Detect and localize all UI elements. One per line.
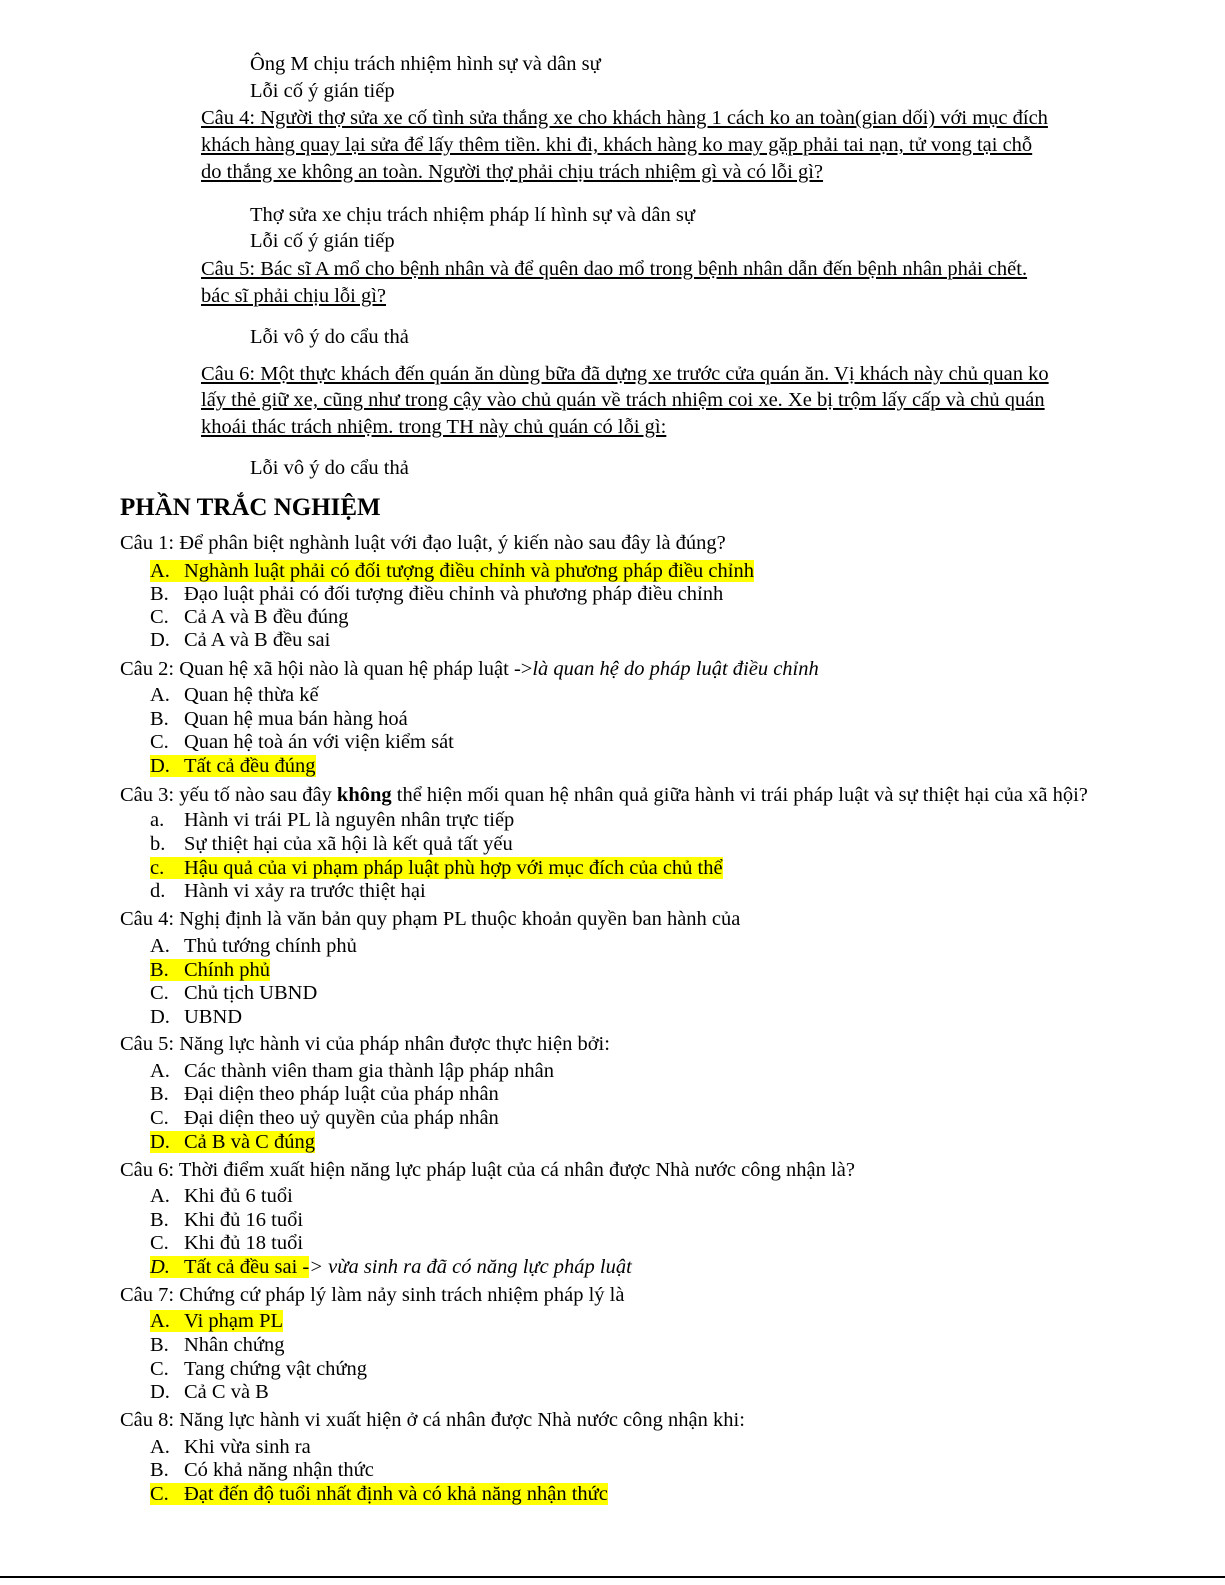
mcq-question-8: Câu 8: Năng lực hành vi xuất hiện ở cá nhân được Nhà nước công nhận khi: [120,1409,745,1431]
mcq-2-option-d: D. Tất cả đều đúng [150,755,316,777]
mcq-4-option-b: B. Chính phủ [150,959,270,981]
mcq-3-option-d: d. Hành vi xảy ra trước thiệt hại [150,880,426,902]
mcq-2-option-c: C. Quan hệ toà án với viện kiểm sát [150,731,454,753]
mcq-6-option-c: C. Khi đủ 18 tuổi [150,1232,304,1254]
mcq-1-option-c: C. Cả A và B đều đúng [150,606,349,628]
mcq-5-option-a: A. Các thành viên tham gia thành lập pháp nhân [150,1060,555,1082]
answer-4-line-1: Thợ sửa xe chịu trách nhiệm pháp lí hình sự và dân sự [250,204,695,226]
mcq-question-6: Câu 6: Thời điểm xuất hiện năng lực pháp luật của cá nhân được Nhà nước công nhận là? [120,1159,855,1181]
mcq-2-option-a: A. Quan hệ thừa kế [150,684,319,706]
mcq-6-option-b: B. Khi đủ 16 tuổi [150,1209,304,1231]
mcq-1-option-a: A. Nghành luật phải có đối tượng điều chỉnh và phương pháp điều chỉnh [150,560,754,582]
mcq-question-7: Câu 7: Chứng cứ pháp lý làm nảy sinh trách nhiệm pháp lý là [120,1284,625,1306]
mcq-7-option-d: D. Cả C và B [150,1381,269,1403]
mcq-7-option-a: A. Vi phạm PL [150,1310,283,1332]
mcq-2-option-b: B. Quan hệ mua bán hàng hoá [150,708,408,730]
answer-5: Lỗi vô ý do cẩu thả [250,326,409,348]
mcq-3-option-a: a. Hành vi trái PL là nguyên nhân trực tiếp [150,809,515,831]
essay-question-4-line-1: Câu 4: Người thợ sửa xe cố tình sửa thắng xe cho khách hàng 1 cách ko an toàn(gian dối) với mục đích [201,107,1048,129]
mcq-question-2: Câu 2: Quan hệ xã hội nào là quan hệ pháp luật ->là quan hệ do pháp luật điều chỉnh [120,658,819,680]
mcq-7-option-c: C. Tang chứng vật chứng [150,1358,368,1380]
essay-question-5-line-2: bác sĩ phải chịu lỗi gì? [201,285,387,307]
answer-3-line-1: Ông M chịu trách nhiệm hình sự và dân sự [250,53,601,75]
essay-question-5-line-1: Câu 5: Bác sĩ A mổ cho bệnh nhân và để quên dao mổ trong bệnh nhân dẫn đến bệnh nhân phải chết. [201,258,1028,280]
mcq-question-3: Câu 3: yếu tố nào sau đây không thể hiện mối quan hệ nhân quả giữa hành vi trái pháp luật và sự thiệt hại của xã hội? [120,784,1088,806]
mcq-5-option-b: B. Đại diện theo pháp luật của pháp nhân [150,1083,499,1105]
mcq-8-option-c: C. Đạt đến độ tuổi nhất định và có khả năng nhận thức [150,1483,608,1505]
mcq-3-option-c: c. Hậu quả của vi phạm pháp luật phù hợp với mục đích của chủ thể [150,857,723,879]
essay-question-6-line-2: lấy thẻ giữ xe, cũng như trong cậy vào chủ quán về trách nhiệm coi xe. Xe bị trộm lấy cấp và chủ quán [201,389,1045,411]
mcq-1-option-b: B. Đạo luật phải có đối tượng điều chỉnh và phương pháp điều chỉnh [150,583,724,605]
essay-question-4-line-2: khách hàng quay lại sửa để lấy thêm tiền. khi đi, khách hàng ko may gặp phải tai nạn, tử vong tại chỗ [201,134,1033,156]
mcq-4-option-d: D. UBND [150,1006,243,1028]
essay-question-4-line-3: do thắng xe không an toàn. Người thợ phải chịu trách nhiệm gì và có lỗi gì? [201,161,824,183]
answer-4-line-2: Lỗi cố ý gián tiếp [250,230,395,252]
essay-question-6-line-3: khoái thác trách nhiệm. trong TH này chủ quán có lỗi gì: [201,416,667,438]
mcq-7-option-b: B. Nhân chứng [150,1334,285,1356]
answer-6: Lỗi vô ý do cẩu thả [250,457,409,479]
mcq-6-note: > vừa sinh ra đã có năng lực pháp luật [309,1256,632,1278]
mcq-3-option-b: b. Sự thiệt hại của xã hội là kết quả tất yếu [150,833,513,855]
mcq-6-option-a: A. Khi đủ 6 tuổi [150,1185,293,1207]
mcq-5-option-c: C. Đại diện theo uỷ quyền của pháp nhân [150,1107,499,1129]
section-title: PHẦN TRẮC NGHIỆM [120,494,381,521]
mcq-8-option-a: A. Khi vừa sinh ra [150,1436,311,1458]
answer-3-line-2: Lỗi cố ý gián tiếp [250,80,395,102]
essay-question-6-line-1: Câu 6: Một thực khách đến quán ăn dùng bữa đã dựng xe trước cửa quán ăn. Vị khách này chủ quan ko [201,363,1049,385]
mcq-4-option-c: C. Chủ tịch UBND [150,982,318,1004]
mcq-question-4: Câu 4: Nghị định là văn bản quy phạm PL thuộc khoản quyền ban hành của [120,908,741,930]
mcq-8-option-b: B. Có khả năng nhận thức [150,1459,374,1481]
mcq-6-option-d: D. Tất cả đều sai -> vừa sinh ra đã có năng lực pháp luật [150,1256,632,1278]
page-bottom-rule [0,1576,1225,1578]
mcq-5-option-d: D. Cả B và C đúng [150,1131,315,1153]
mcq-question-1: Câu 1: Để phân biệt nghành luật với đạo luật, ý kiến nào sau đây là đúng? [120,532,726,554]
mcq-2-note: là quan hệ do pháp luật điều chỉnh [532,658,819,680]
mcq-1-option-d: D. Cả A và B đều sai [150,629,331,651]
mcq-4-option-a: A. Thủ tướng chính phủ [150,935,357,957]
mcq-question-5: Câu 5: Năng lực hành vi của pháp nhân được thực hiện bởi: [120,1033,610,1055]
